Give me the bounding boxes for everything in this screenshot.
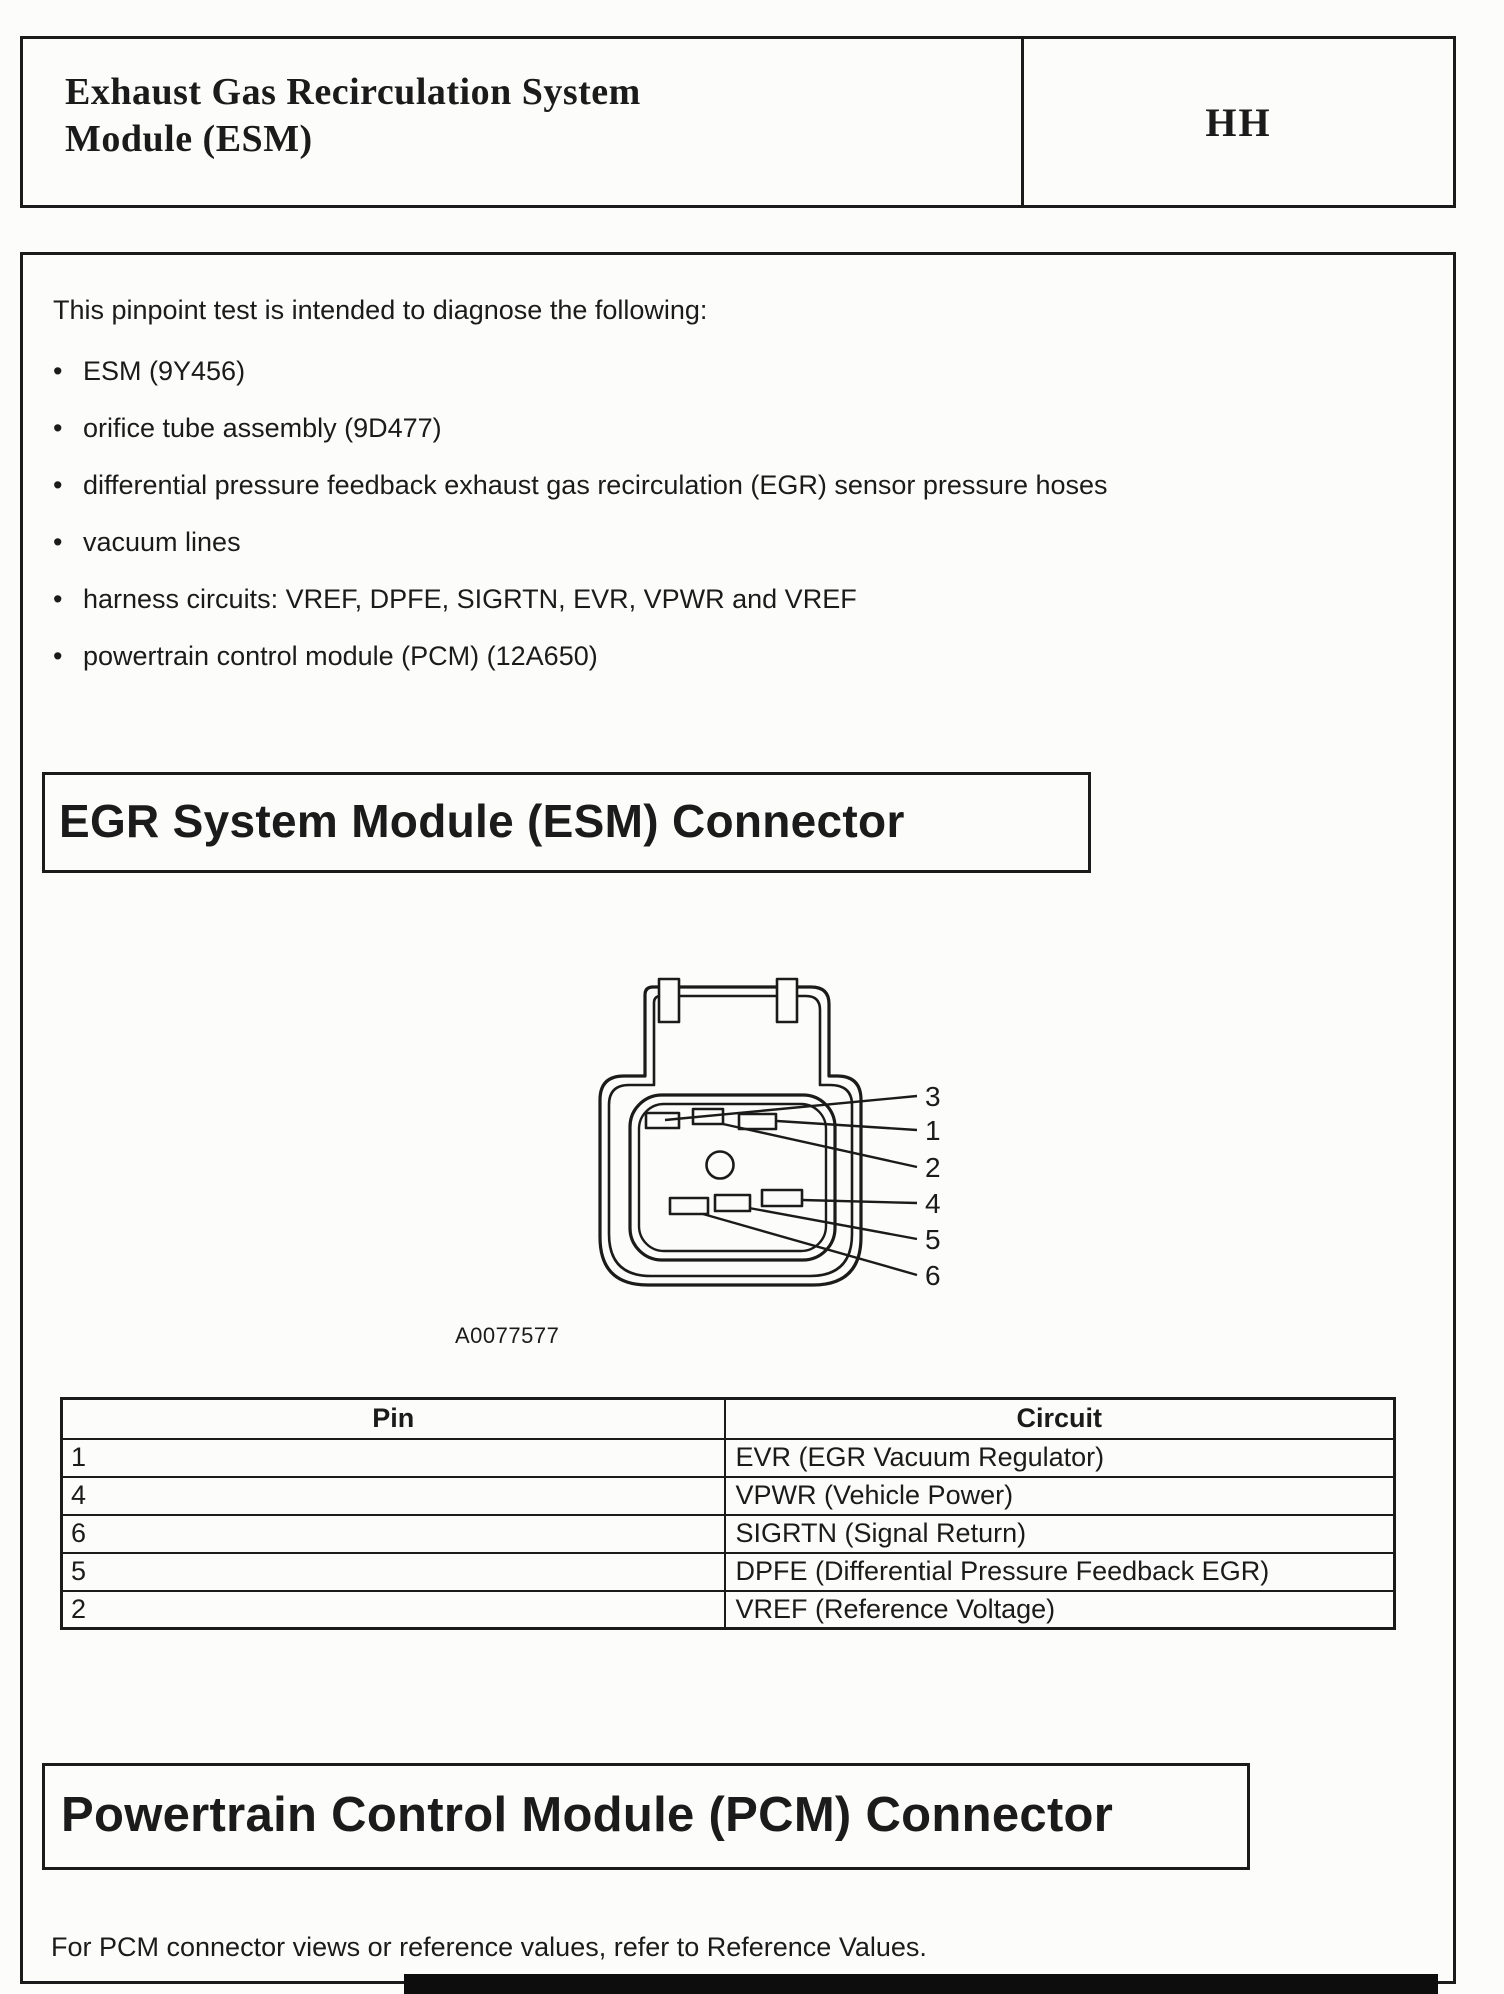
bullet-icon: • <box>53 584 63 614</box>
header-title-line2: Module (ESM) <box>65 118 313 160</box>
circuit-cell: EVR (EGR Vacuum Regulator) <box>725 1439 1395 1477</box>
latch-notch-right <box>777 979 797 1022</box>
pin-cell: 1 <box>62 1439 725 1477</box>
list-item <box>53 584 1453 615</box>
pin-socket-top-left <box>646 1113 679 1128</box>
pin-cell: 6 <box>62 1515 725 1553</box>
list-item-text: harness circuits: VREF, DPFE, SIGRTN, EVR, VPWR and VREF <box>83 584 857 614</box>
leader-line-4 <box>802 1200 917 1203</box>
circuit-cell: SIGRTN (Signal Return) <box>725 1515 1395 1553</box>
list-item <box>53 641 1453 672</box>
keying-hole <box>707 1152 734 1179</box>
list-item-text: ESM (9Y456) <box>83 356 246 386</box>
list-item-text: orifice tube assembly (9D477) <box>83 413 442 443</box>
pin-cell: 5 <box>62 1553 725 1591</box>
esm-section-title-text: EGR System Module (ESM) Connector <box>59 795 905 847</box>
section-code-cell <box>1021 39 1453 205</box>
pcm-section-title-text: Powertrain Control Module (PCM) Connector <box>61 1788 1114 1842</box>
circuit-cell: VPWR (Vehicle Power) <box>725 1477 1395 1515</box>
pin-cell: 4 <box>62 1477 725 1515</box>
esm-connector-drawing <box>581 974 1001 1306</box>
pcm-section-title <box>42 1763 1250 1870</box>
esm-section-title <box>42 772 1091 873</box>
header-title <box>23 39 1021 205</box>
table-row <box>62 1591 1395 1629</box>
bottom-scan-bar <box>404 1974 1438 1994</box>
page-header <box>20 36 1456 208</box>
pin-callout-2: 2 <box>925 1152 941 1183</box>
table-row <box>62 1477 1395 1515</box>
circuit-cell: VREF (Reference Voltage) <box>725 1591 1395 1629</box>
circuit-cell: DPFE (Differential Pressure Feedback EGR) <box>725 1553 1395 1591</box>
pin-callout-5: 5 <box>925 1224 941 1255</box>
pin-socket-bottom-center <box>715 1195 750 1211</box>
leader-line-2 <box>723 1124 917 1167</box>
esm-connector-figure <box>455 974 1001 1349</box>
list-item-text: differential pressure feedback exhaust gas recirculation (EGR) sensor pressure hoses <box>83 470 1108 500</box>
bullet-icon: • <box>53 470 63 500</box>
content-box <box>20 252 1456 1984</box>
table-header-row <box>62 1399 1395 1439</box>
pcm-note: For PCM connector views or reference values, refer to Reference Values. <box>51 1932 927 1962</box>
pin-socket-bottom-right <box>762 1190 802 1206</box>
pin-callout-1: 1 <box>925 1115 941 1146</box>
latch-notch-left <box>659 979 679 1022</box>
list-item <box>53 470 1453 501</box>
bullet-icon: • <box>53 356 63 386</box>
pin-circuit-table <box>60 1397 1396 1630</box>
bullet-icon: • <box>53 641 63 671</box>
list-item-text: vacuum lines <box>83 527 241 557</box>
bullet-icon: • <box>53 413 63 443</box>
diagnosis-list <box>53 356 1453 672</box>
header-title-line1: Exhaust Gas Recirculation System <box>65 71 641 113</box>
list-item-text: powertrain control module (PCM) (12A650) <box>83 641 598 671</box>
pin-socket-bottom-left <box>670 1198 708 1214</box>
pin-callout-3: 3 <box>925 1081 941 1112</box>
table-row <box>62 1439 1395 1477</box>
table-row <box>62 1515 1395 1553</box>
pin-cell: 2 <box>62 1591 725 1629</box>
list-item <box>53 356 1453 387</box>
bullet-icon: • <box>53 527 63 557</box>
intro-lead: This pinpoint test is intended to diagnose the following: <box>53 295 708 325</box>
pin-callout-6: 6 <box>925 1260 941 1291</box>
pin-callout-4: 4 <box>925 1188 941 1219</box>
col-header-pin: Pin <box>62 1399 725 1439</box>
leader-line-1 <box>777 1121 917 1130</box>
pin-socket-top-right <box>739 1114 776 1129</box>
figure-id: A0077577 <box>455 1323 560 1348</box>
list-item <box>53 527 1453 558</box>
leader-line-6 <box>703 1214 917 1275</box>
list-item <box>53 413 1453 444</box>
col-header-circuit: Circuit <box>725 1399 1395 1439</box>
table-row <box>62 1553 1395 1591</box>
section-code-label: HH <box>1205 99 1272 145</box>
